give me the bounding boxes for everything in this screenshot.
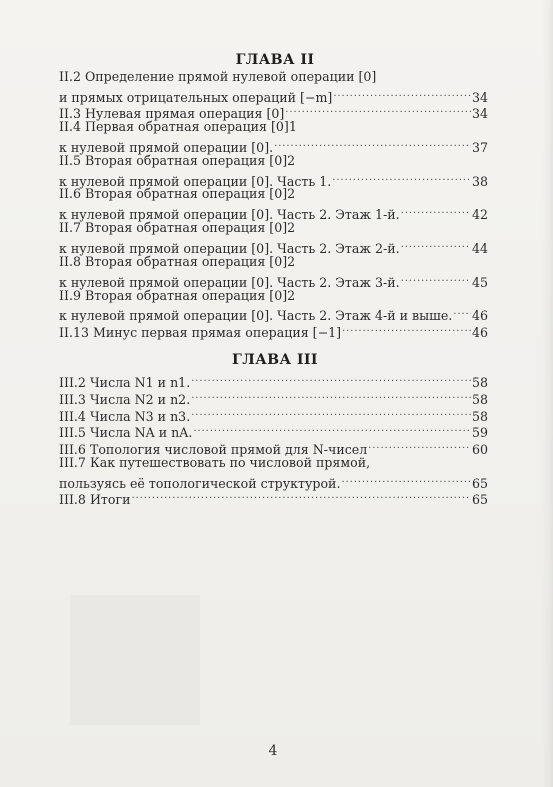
toc-leader-dots [342,320,471,337]
toc-entry-title: к нулевой прямой операции [0]. Часть 2. Этаж 3-й. [59,275,400,291]
toc-leader-dots [453,303,471,320]
toc-leader-dots [332,169,471,186]
toc-page-number: 58 [471,392,488,408]
toc-entry-title: II.8 Вторая обратная операция [0]2 [59,254,296,269]
toc-page-number: 42 [471,207,488,223]
toc-entry-line [59,370,488,391]
toc-entry-title: II.13 Минус первая прямая операция [−1] [59,325,342,341]
toc-entry-title: к нулевой прямой операции [0]. [59,140,274,156]
toc-leader-dots [333,85,471,102]
toc-entry-line [59,404,488,425]
toc-entry-title: II.4 Первая обратная операция [0]1 [59,119,297,134]
toc-page-number: 46 [471,308,488,324]
toc-page-number: 65 [471,492,488,508]
toc-entry-line [59,420,488,441]
toc-leader-dots [131,487,471,504]
toc-entry-line [59,219,488,236]
toc-entry-line [59,287,488,304]
toc-entry-line [59,387,488,408]
toc-entry-title: III.3 Числа N2 и n2. [59,392,191,408]
toc-entry-title: II.6 Вторая обратная операция [0]2 [59,186,296,201]
toc-entry-line [59,202,488,223]
toc-entry-title: II.5 Вторая обратная операция [0]2 [59,153,296,168]
toc-leader-dots [368,437,471,454]
toc-entry-title: II.3 Нулевая прямая операция [0] [59,106,285,122]
bleed-through-shadow [70,595,200,725]
toc-entry-line [59,253,488,270]
toc-entry-title: к нулевой прямой операции [0]. Часть 2. Этаж 4-й и выше. [59,308,453,324]
toc-entry-line [59,185,488,202]
page-number: 4 [268,743,278,759]
toc-page-number: 38 [471,174,488,190]
toc-page-number: 46 [471,325,488,341]
toc-entry-title: пользуясь её топологической структурой. [59,476,341,492]
toc-entry-title: III.8 Итоги [59,492,131,508]
page-edge-shadow [541,0,553,787]
toc-page-number: 45 [471,275,488,291]
toc-page-number: 44 [471,241,488,257]
toc-entry-line [59,270,488,291]
toc-entry-title: III.7 Как путешествовать по числовой прямой, [59,455,371,470]
toc-leader-dots [285,101,471,118]
toc-entry-line [59,454,488,471]
toc-leader-dots [341,471,471,488]
chapter-heading-2: ГЛАВА II [235,52,315,68]
toc-entry-line [59,437,488,458]
toc-leader-dots [401,202,471,219]
toc-entry-line [59,85,488,106]
toc-entry-title: III.6 Топология числовой прямой для N-чисел [59,442,368,458]
toc-entry-line [59,487,488,508]
toc-entry-title: и прямых отрицательных операций [−m] [59,90,333,106]
toc-entry-line [59,118,488,135]
toc-entry-title: к нулевой прямой операции [0]. Часть 2. Этаж 2-й. [59,241,400,257]
toc-leader-dots [193,420,471,437]
toc-entry-line [59,101,488,122]
toc-entry-line [59,68,488,85]
toc-entry-title: III.2 Числа N1 и n1. [59,375,191,391]
toc-entry-title: к нулевой прямой операции [0]. Часть 1. [59,174,332,190]
chapter-heading-3: ГЛАВА III [232,352,318,368]
toc-entry-title: к нулевой прямой операции [0]. Часть 2. Этаж 1-й. [59,207,400,223]
toc-entry-line [59,169,488,190]
toc-entry-title: II.9 Вторая обратная операция [0]2 [59,288,296,303]
toc-page-number: 60 [471,442,488,458]
toc-page-number: 34 [471,90,488,106]
toc-leader-dots [274,135,471,152]
toc-entry-line [59,152,488,169]
toc-entry-title: III.5 Числа NA и nA. [59,425,193,441]
toc-entry-line [59,471,488,492]
toc-page-number: 58 [471,409,488,425]
toc-entry-title: II.2 Определение прямой нулевой операции [0] [59,69,377,84]
toc-entry-line [59,320,488,341]
toc-page-number: 65 [471,476,488,492]
toc-entry-line [59,236,488,257]
toc-leader-dots [191,387,471,404]
toc-entry-title: III.4 Числа N3 и n3. [59,409,191,425]
toc-leader-dots [401,236,471,253]
toc-page-number: 58 [471,375,488,391]
toc-page-number: 34 [471,106,488,122]
toc-leader-dots [191,370,471,387]
toc-leader-dots [191,404,471,421]
toc-entry-line [59,303,488,324]
toc-page-number: 59 [471,425,488,441]
toc-entry-title: II.7 Вторая обратная операция [0]2 [59,220,296,235]
toc-page-number: 37 [471,140,488,156]
toc-leader-dots [401,270,471,287]
toc-entry-line [59,135,488,156]
